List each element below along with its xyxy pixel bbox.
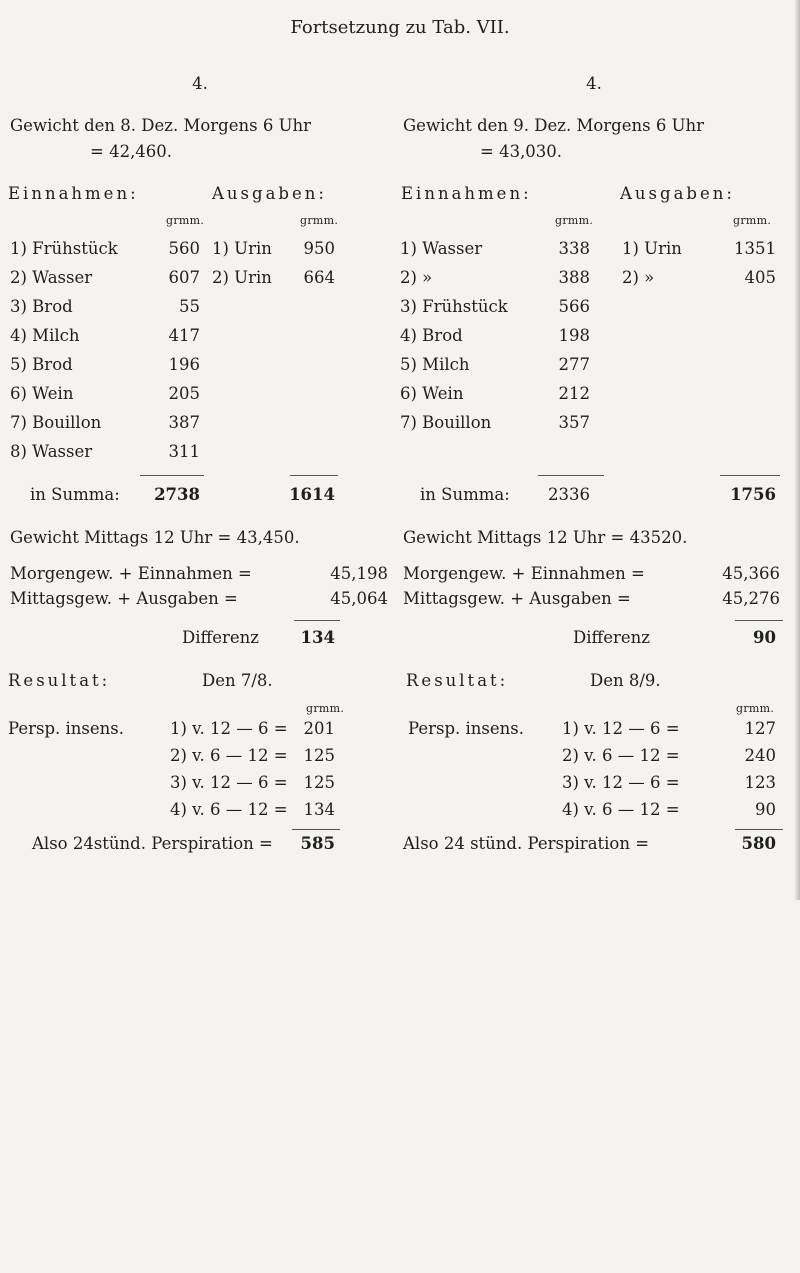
right-resultat-label: Resultat: [406, 671, 509, 690]
right-ausgaben-title: Ausgaben: [620, 184, 735, 203]
right-persp-unit: grmm. [736, 702, 775, 715]
list-item-value: 125 [303, 746, 335, 765]
right-also-text: Also 24 stünd. Perspiration = [403, 834, 650, 853]
list-item-value: 198 [558, 326, 590, 345]
right-einnahmen-unit: grmm. [555, 214, 594, 227]
right-summa-rule-ein [538, 475, 604, 476]
left-einnahmen-title: Einnahmen: [8, 184, 139, 203]
right-also-rule [735, 829, 783, 830]
list-item-label: 2) Wasser [10, 268, 93, 287]
left-mittag-value: 45,064 [330, 589, 388, 608]
list-item-label: 6) Wein [400, 384, 464, 403]
list-item-label: 2) v. 6 — 12 = [170, 746, 288, 765]
list-item-label: 3) Brod [10, 297, 73, 316]
list-item-label: 1) v. 12 — 6 = [562, 719, 680, 738]
list-item-value: 90 [755, 800, 776, 819]
left-also-text: Also 24stünd. Perspiration = [32, 834, 273, 853]
list-item-value: 196 [168, 355, 200, 374]
list-item-value: 125 [303, 773, 335, 792]
left-differenz-rule [294, 620, 340, 621]
left-summa-label: in Summa: [30, 485, 120, 504]
right-persp-label: Persp. insens. [408, 719, 525, 738]
list-item-label: 7) Bouillon [10, 413, 102, 432]
list-item-value: 123 [744, 773, 776, 792]
right-mittag-label: Mittagsgew. + Ausgaben = [403, 589, 631, 608]
list-item-value: 560 [168, 239, 200, 258]
list-item-value: 311 [168, 442, 200, 461]
list-item-label: 2) » [400, 268, 433, 287]
left-also-value: 585 [300, 834, 335, 853]
list-item-label: 1) Wasser [400, 239, 483, 258]
list-item-label: 4) Milch [10, 326, 80, 345]
list-item-label: 5) Brod [10, 355, 73, 374]
right-also-value: 580 [741, 834, 776, 853]
left-persp-label: Persp. insens. [8, 719, 125, 738]
list-item-label: 5) Milch [400, 355, 470, 374]
right-differenz-label: Differenz [573, 628, 650, 647]
right-differenz-value: 90 [753, 628, 776, 647]
right-morgen-label: Morgengew. + Einnahmen = [403, 564, 645, 583]
left-summa-rule-aus [290, 475, 338, 476]
list-item-label: 1) Urin [622, 239, 682, 258]
list-item-value: 387 [168, 413, 200, 432]
left-summa-rule-ein [140, 475, 204, 476]
list-item-label: 4) Brod [400, 326, 463, 345]
list-item-value: 405 [744, 268, 776, 287]
left-morgen-label: Morgengew. + Einnahmen = [10, 564, 252, 583]
right-section-number: 4. [586, 74, 602, 93]
list-item-label: 4) v. 6 — 12 = [562, 800, 680, 819]
list-item-value: 607 [168, 268, 200, 287]
list-item-label: 6) Wein [10, 384, 74, 403]
list-item-value: 566 [558, 297, 590, 316]
list-item-label: 4) v. 6 — 12 = [170, 800, 288, 819]
list-item-label: 1) Frühstück [10, 239, 118, 258]
left-differenz-label: Differenz [182, 628, 259, 647]
list-item-label: 3) Frühstück [400, 297, 508, 316]
list-item-value: 664 [303, 268, 335, 287]
list-item-value: 134 [303, 800, 335, 819]
page-edge-shadow [794, 0, 800, 900]
list-item-value: 277 [558, 355, 590, 374]
page-header: Fortsetzung zu Tab. VII. [290, 17, 510, 38]
left-summa-ein: 2738 [154, 485, 200, 504]
left-persp-unit: grmm. [306, 702, 345, 715]
list-item-value: 55 [179, 297, 200, 316]
list-item-value: 1351 [734, 239, 776, 258]
right-ausgaben-unit: grmm. [733, 214, 772, 227]
right-summa-rule-aus [720, 475, 780, 476]
list-item-value: 127 [744, 719, 776, 738]
list-item-label: 2) v. 6 — 12 = [562, 746, 680, 765]
list-item-value: 388 [558, 268, 590, 287]
right-morgen-value: 45,366 [722, 564, 780, 583]
list-item-value: 240 [744, 746, 776, 765]
list-item-value: 417 [168, 326, 200, 345]
list-item-label: 3) v. 12 — 6 = [170, 773, 288, 792]
left-section-number: 4. [192, 74, 208, 93]
left-weight-line2: = 42,460. [90, 142, 173, 161]
list-item-label: 7) Bouillon [400, 413, 492, 432]
left-den: Den 7/8. [202, 671, 273, 690]
list-item-value: 201 [303, 719, 335, 738]
list-item-value: 950 [303, 239, 335, 258]
left-differenz-value: 134 [300, 628, 335, 647]
left-mittag-label: Mittagsgew. + Ausgaben = [10, 589, 238, 608]
list-item-label: 8) Wasser [10, 442, 93, 461]
right-summa-label: in Summa: [420, 485, 510, 504]
list-item-value: 338 [558, 239, 590, 258]
right-weight-line1: Gewicht den 9. Dez. Morgens 6 Uhr [403, 116, 704, 135]
right-summa-ein: 2336 [548, 485, 590, 504]
left-morgen-value: 45,198 [330, 564, 388, 583]
right-einnahmen-title: Einnahmen: [401, 184, 532, 203]
left-mittags-weight: Gewicht Mittags 12 Uhr = 43,450. [10, 528, 300, 547]
list-item-label: 3) v. 12 — 6 = [562, 773, 680, 792]
right-summa-aus: 1756 [730, 485, 776, 504]
left-weight-line1: Gewicht den 8. Dez. Morgens 6 Uhr [10, 116, 311, 135]
left-ausgaben-title: Ausgaben: [212, 184, 327, 203]
left-resultat-label: Resultat: [8, 671, 111, 690]
left-einnahmen-unit: grmm. [166, 214, 205, 227]
right-den: Den 8/9. [590, 671, 661, 690]
list-item-label: 2) Urin [212, 268, 272, 287]
right-mittags-weight: Gewicht Mittags 12 Uhr = 43520. [403, 528, 688, 547]
right-differenz-rule [735, 620, 783, 621]
left-also-rule [292, 829, 340, 830]
right-mittag-value: 45,276 [722, 589, 780, 608]
list-item-value: 212 [558, 384, 590, 403]
left-summa-aus: 1614 [289, 485, 335, 504]
list-item-label: 2) » [622, 268, 655, 287]
list-item-value: 357 [558, 413, 590, 432]
list-item-label: 1) Urin [212, 239, 272, 258]
left-ausgaben-unit: grmm. [300, 214, 339, 227]
list-item-value: 205 [168, 384, 200, 403]
list-item-label: 1) v. 12 — 6 = [170, 719, 288, 738]
right-weight-line2: = 43,030. [480, 142, 563, 161]
